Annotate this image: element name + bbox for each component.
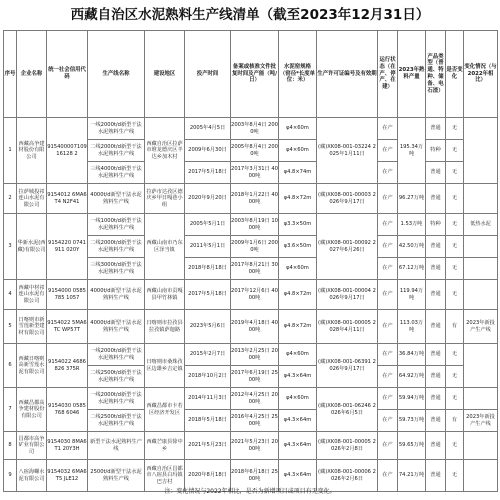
cell-credit-code: 91540000710916128 2 — [47, 118, 88, 184]
cell-changed: 无 — [446, 258, 464, 280]
header-product-type: 产品类型（普通、特种、储备、电石渣） — [426, 31, 446, 118]
cell-status: 在产 — [378, 236, 398, 258]
cell-capacity: 67.12万吨 — [398, 258, 426, 280]
cell-approval: 2003年8月19日 1000吨 — [231, 214, 279, 236]
cell-product-type: 特种 — [426, 140, 446, 162]
cell-capacity: 42.50万吨 — [398, 236, 426, 258]
cell-product-type: 普通 — [426, 162, 446, 184]
cell-change-note: 2023年新投产生产线 — [464, 310, 498, 344]
cell-changed: 无 — [446, 236, 464, 258]
cell-status: 在产 — [378, 460, 398, 492]
cell-status: 在产 — [378, 118, 398, 140]
cell-approval: 2003年8月4日 2000吨 — [231, 118, 279, 140]
cell-line-name: 二线2500t/d新型干法水泥熟料生产线 — [88, 366, 145, 388]
cell-capacity: 113.03万吨 — [398, 310, 426, 344]
cell-permit: (藏)XK08-001-00004 2026年9月17日 — [317, 280, 378, 310]
header-location: 建设地区 — [145, 31, 185, 118]
cell-location: 日喀则市拉孜县拉孜镇萨迦路 — [145, 310, 185, 344]
cell-product-type: 普通 — [426, 388, 446, 410]
cell-capacity: 59.73万吨 — [398, 410, 426, 432]
cell-approval: 2012年4月25日 2000吨 — [231, 388, 279, 410]
cell-kiln-spec: φ4×60m — [279, 388, 317, 410]
header-kiln-spec: 水泥窑规格（窑径*长度单位：米） — [279, 31, 317, 118]
table-row — [4, 388, 498, 410]
cell-capacity: 1.53万吨 — [398, 214, 426, 236]
cell-credit-code: 9154220 0741911 020Y — [47, 214, 88, 280]
cell-changed: 无 — [446, 162, 464, 184]
table-row — [4, 214, 498, 236]
header-no: 序号 — [4, 31, 17, 118]
cell-capacity: 195.34万吨 — [398, 118, 426, 184]
footnote: 注：变化情况与2022年相比，是否为新增项目或项目有无变化。 — [164, 488, 336, 495]
cell-product-type: 普通 — [426, 310, 446, 344]
cell-product-type: 普通 — [426, 366, 446, 388]
cell-start-date: 2014年11月3日 — [185, 388, 231, 410]
cell-start-date: 2018年8月18日 — [185, 258, 231, 280]
cell-company: 西藏昌都高争建材股份有限公司 — [17, 388, 47, 432]
cell-start-date: 2005年5月1日 — [185, 214, 231, 236]
cell-changed: 无 — [446, 214, 464, 236]
cell-credit-code: 9154022 4686826 375R — [47, 344, 88, 388]
cell-change-note — [464, 344, 498, 388]
cell-status: 在产 — [378, 140, 398, 162]
cell-status: 在产 — [378, 280, 398, 310]
header-status: 运行状态（在产、停产、在建） — [378, 31, 398, 118]
cell-permit: (藏)XK08-001-00005 2028年4月11日 — [317, 310, 378, 344]
cell-kiln-spec: φ4.8×72m — [279, 184, 317, 214]
cell-changed: 无 — [446, 184, 464, 214]
cell-product-type: 普通 — [426, 118, 446, 140]
table-row — [4, 184, 498, 214]
cell-change-note — [464, 280, 498, 310]
cell-no: 1 — [4, 118, 17, 184]
cell-kiln-spec: φ4.3×64m — [279, 410, 317, 432]
cell-status: 在产 — [378, 310, 398, 344]
cement-line-table — [3, 30, 498, 492]
cell-company: 华新水泥(西藏)有限公司 — [17, 214, 47, 280]
cell-line-name: 二线2000t/d新型干法水泥熟料生产线 — [88, 236, 145, 258]
cell-change-note — [464, 118, 498, 184]
cell-capacity: 36.84万吨 — [398, 344, 426, 366]
cell-credit-code: 9154012 6MA6T4 N2F41 — [47, 184, 88, 214]
cell-change-note — [464, 236, 498, 258]
cell-changed: 无 — [446, 280, 464, 310]
cell-kiln-spec: φ4×60m — [279, 258, 317, 280]
cell-no: 5 — [4, 310, 17, 344]
cell-company: 昌都市高争矿业有限公司 — [17, 432, 47, 460]
cell-approval: 2009年1月6日 2000吨 — [231, 236, 279, 258]
cell-start-date: 2009年6月30日 — [185, 140, 231, 162]
cell-kiln-spec: φ4.3×64m — [279, 432, 317, 460]
cell-no: 7 — [4, 388, 17, 432]
cell-no: 3 — [4, 214, 17, 280]
cell-changed: 有 — [446, 410, 464, 432]
cell-start-date: 2020年8月18日 — [185, 460, 231, 492]
header-changed: 是否变化 — [446, 31, 464, 118]
cell-company: 西藏高争建材股份有限公司 — [17, 118, 47, 184]
cell-no: 8 — [4, 432, 17, 460]
cell-changed: 无 — [446, 140, 464, 162]
cell-status: 在产 — [378, 410, 398, 432]
table-row — [4, 118, 498, 140]
cell-kiln-spec: φ3.6×50m — [279, 236, 317, 258]
cell-changed: 无 — [446, 388, 464, 410]
cell-changed: 有 — [446, 310, 464, 344]
cell-change-note — [464, 388, 498, 410]
cell-status: 在产 — [378, 388, 398, 410]
table-row — [4, 280, 498, 310]
cell-product-type: 特种 — [426, 214, 446, 236]
cell-start-date: 2020年9月20日 — [185, 184, 231, 214]
cell-approval: 2017年6月19日 2500吨 — [231, 366, 279, 388]
cell-change-note: 2023年新投产生产线 — [464, 410, 498, 432]
cell-permit: (藏)XK08-001-06246 2026年6月5日 — [317, 388, 378, 432]
cell-line-name: 二线2000t/d新型干法水泥熟料生产线 — [88, 140, 145, 162]
cell-location: 西藏山南市贡嘎县甲竹林镇 — [145, 280, 185, 310]
cell-product-type: 普通 — [426, 432, 446, 460]
cell-change-note — [464, 432, 498, 460]
cell-approval: 2021年5月23日 2000吨 — [231, 432, 279, 460]
cell-status: 在产 — [378, 214, 398, 236]
cell-status: 在产 — [378, 184, 398, 214]
cell-credit-code: 9154032 6MA6T5 JLE12 — [47, 460, 88, 492]
cell-location: 西藏山南市乃东区泽当镇 — [145, 214, 185, 280]
cell-approval: 2017年3月31日 4000吨 — [231, 162, 279, 184]
table-row — [4, 432, 498, 460]
cell-kiln-spec: φ4×60m — [279, 140, 317, 162]
cell-status: 在产 — [378, 432, 398, 460]
cell-line-name: 一线2000t/d新型干法水泥熟料生产线 — [88, 118, 145, 140]
cell-line-name: 三线4000t/d新型干法水泥熟料生产线 — [88, 162, 145, 184]
cell-no: 6 — [4, 344, 17, 388]
cell-kiln-spec: φ4.3×64m — [279, 460, 317, 492]
cell-changed: 无 — [446, 118, 464, 140]
cell-capacity: 59.94万吨 — [398, 388, 426, 410]
cell-approval: 2018年6月18日 2500吨 — [231, 460, 279, 492]
cell-credit-code: 9154030 8MA6T1 20Y3H — [47, 432, 88, 460]
cell-changed: 无 — [446, 366, 464, 388]
cell-approval: 2017年12月6日 4000吨 — [231, 280, 279, 310]
cell-kiln-spec: φ4×60m — [279, 344, 317, 366]
cell-product-type: 普通 — [426, 344, 446, 366]
header-change-note: 变化情况（与2022年相比） — [464, 31, 498, 118]
cell-line-name: 4000t/d新型干法水泥熟料生产线 — [88, 280, 145, 310]
cell-company: 拉萨城投祁连山水泥有限公司 — [17, 184, 47, 214]
cell-kiln-spec: φ4.8×72m — [279, 310, 317, 344]
cell-permit: (藏)XK08-001-00003 2026年9月17日 — [317, 184, 378, 214]
cell-line-name: 一线2000t/d新型干法水泥熟料生产线 — [88, 344, 145, 366]
cell-location: 西藏芒康县徐中乡 — [145, 432, 185, 460]
cell-kiln-spec: φ4.8×74m — [279, 162, 317, 184]
cell-changed: 无 — [446, 432, 464, 460]
header-capacity: 2023年熟料产量 — [398, 31, 426, 118]
table-row — [4, 344, 498, 366]
header-line-name: 生产线名称 — [88, 31, 145, 118]
cell-kiln-spec: φ4×60m — [279, 118, 317, 140]
cell-company: 日喀则市新雪莲新型建材有限公司 — [17, 310, 47, 344]
cell-start-date: 2021年5月23日 — [185, 432, 231, 460]
cell-approval: 2005年8月4日 2000吨 — [231, 140, 279, 162]
cell-permit: (藏)XK08-001-00092 2027年6月26日 — [317, 214, 378, 280]
cell-product-type: 普通 — [426, 184, 446, 214]
cell-start-date: 2017年5月18日 — [185, 162, 231, 184]
cell-permit: (藏)XK08-001-00006 2026年2月6日 — [317, 460, 378, 492]
cell-company: 八宿海螺水泥有限公司 — [17, 460, 47, 492]
cell-kiln-spec: φ3.3×50m — [279, 214, 317, 236]
cell-credit-code: 9154022 5MA6TC WP57T — [47, 310, 88, 344]
cell-capacity: 74.21万吨 — [398, 460, 426, 492]
cell-approval: 2018年1月22日 4000吨 — [231, 184, 279, 214]
cell-location: 西藏昌都市卡若区经济开发区 — [145, 388, 185, 432]
cell-capacity: 96.27万吨 — [398, 184, 426, 214]
cell-capacity: 59.65万吨 — [398, 432, 426, 460]
cell-approval: 2016年4月25日 2500吨 — [231, 410, 279, 432]
cell-line-name: 4000t/d新型干法水泥熟料生产线 — [88, 184, 145, 214]
cell-location: 拉萨市达孜区德庆乡甲日嘎巷小组 — [145, 184, 185, 214]
cell-product-type: 普通 — [426, 280, 446, 310]
cell-line-name: 新型干法水泥熟料生产线 — [88, 432, 145, 460]
cell-start-date: 2018年10月2日 — [185, 366, 231, 388]
table-row — [4, 310, 498, 344]
cell-permit: (藏)XK08-001-03224 2025年1月11日 — [317, 118, 378, 184]
cell-changed: 无 — [446, 460, 464, 492]
cell-start-date: 2018年5月18日 — [185, 410, 231, 432]
cell-start-date: 2005年4月5日 — [185, 118, 231, 140]
cell-credit-code: 9154030 0585768 6046 — [47, 388, 88, 432]
cell-approval: 2013年2月25日 2000吨 — [231, 344, 279, 366]
header-start-date: 投产时间 — [185, 31, 231, 118]
cell-status: 在产 — [378, 366, 398, 388]
cell-start-date: 2023年5月6日 — [185, 310, 231, 344]
cell-status: 在产 — [378, 162, 398, 184]
cell-no: 2 — [4, 184, 17, 214]
cell-changed: 无 — [446, 344, 464, 366]
cell-location: 西藏自治区昌都市八宿县白玛镇巴吉村 — [145, 460, 185, 492]
cell-change-note — [464, 184, 498, 214]
cell-start-date: 2015年2月7日 — [185, 344, 231, 366]
cell-line-name: 一线2000t/d新型干法水泥熟料生产线 — [88, 388, 145, 410]
cell-location: 西藏自治区拉萨市堆龙德庆区羊达乡加木村 — [145, 118, 185, 184]
cell-permit: (藏)XK08-001-00005 2026年2月8日 — [317, 432, 378, 460]
header-approval: 备案或核准文件批复时间及产能（吨/日） — [231, 31, 279, 118]
cell-product-type: 普通 — [426, 236, 446, 258]
cell-no: 4 — [4, 280, 17, 310]
header-company: 企业名称 — [17, 31, 47, 118]
cell-no: 9 — [4, 460, 17, 492]
cell-change-note: 低热水泥 — [464, 214, 498, 236]
cell-line-name: 三线3000t/d新型干法水泥熟料生产线 — [88, 258, 145, 280]
cell-permit: (藏)XK08-001-06391 2026年9月17日 — [317, 344, 378, 388]
cell-company: 西藏中材祁连山水泥有限公司 — [17, 280, 47, 310]
header-credit-code: 统一社会信用代码 — [47, 31, 88, 118]
cell-line-name: 2500t/d新型干法水泥熟料生产线 — [88, 460, 145, 492]
cell-line-name: 二线2500t/d新型干法水泥熟料生产线 — [88, 410, 145, 432]
cell-approval: 2019年4月18日 4000吨 — [231, 310, 279, 344]
table-header-row — [4, 31, 498, 118]
cell-capacity: 64.92万吨 — [398, 366, 426, 388]
cell-product-type: 普通 — [426, 258, 446, 280]
cell-status: 在产 — [378, 344, 398, 366]
cell-change-note — [464, 258, 498, 280]
cell-line-name: 4000t/d新型干法水泥熟料生产线 — [88, 310, 145, 344]
cell-kiln-spec: φ4.8×72m — [279, 280, 317, 310]
cell-product-type: 普通 — [426, 410, 446, 432]
cell-status: 在产 — [378, 258, 398, 280]
page-title: 西藏自治区水泥熟料生产线清单（截至2023年12月31日） — [70, 7, 430, 23]
cell-location: 日喀则市桑珠孜区边雄乡吉定镇 — [145, 344, 185, 388]
cell-approval: 2017年8月21日 3000吨 — [231, 258, 279, 280]
cell-kiln-spec: φ4.3×64m — [279, 366, 317, 388]
cell-capacity: 119.94万吨 — [398, 280, 426, 310]
cell-start-date: 2017年5月18日 — [185, 280, 231, 310]
header-permit: 生产许可证编号及有效期 — [317, 31, 378, 118]
cell-credit-code: 9154000 0585785 1057 — [47, 280, 88, 310]
cell-start-date: 2011年5月1日 — [185, 236, 231, 258]
cell-line-name: 一线1000t/d新型干法水泥熟料生产线 — [88, 214, 145, 236]
cell-company: 西藏日喀则高新雪莲水泥有限公司 — [17, 344, 47, 388]
cell-product-type: 普通 — [426, 460, 446, 492]
